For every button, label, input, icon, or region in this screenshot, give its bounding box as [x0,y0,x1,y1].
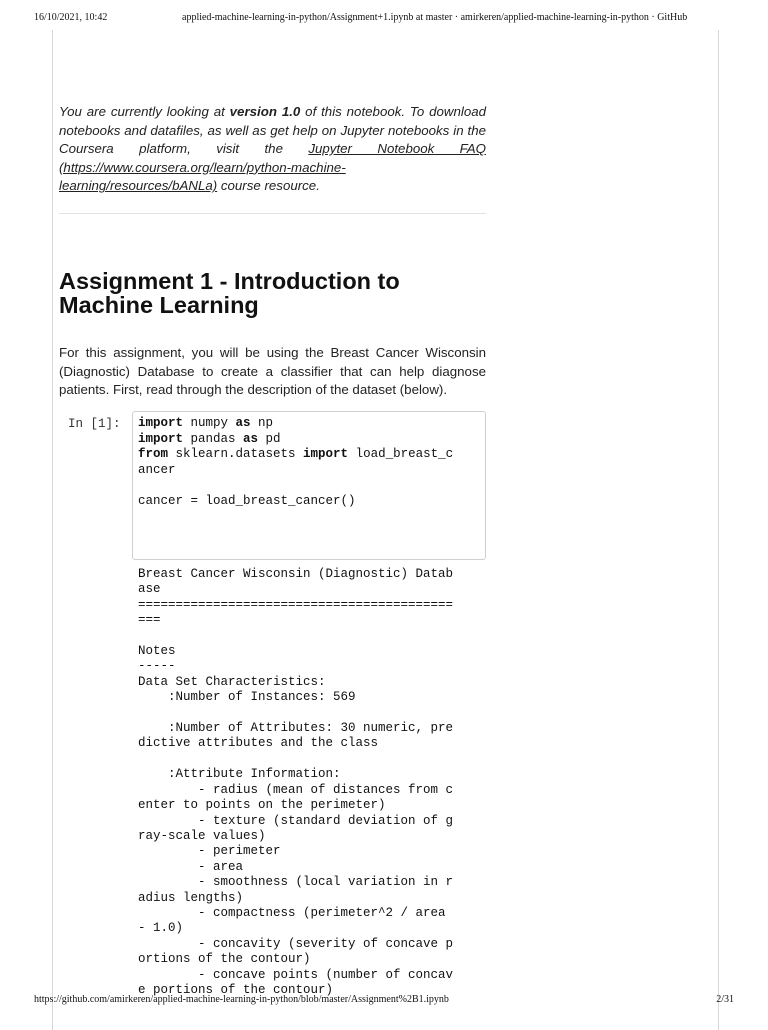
code-keyword: as [243,431,259,446]
print-page-title: applied-machine-learning-in-python/Assignment+1.ipynb at master · amirkeren/applied-machine-learning-in-python · GitHub [182,12,688,23]
code-text: pd [258,431,281,446]
intro-paragraph: For this assignment, you will be using the Breast Cancer Wisconsin (Diagnostic) Database to create a classifier that can help diagnose patients. First, read through the description of the dataset (below). [59,345,486,398]
print-url: https://github.com/amirkeren/applied-machine-learning-in-python/blob/master/Assignment%2B1.ipynb [34,994,449,1005]
code-text: pandas [183,431,244,446]
code-text: numpy [183,416,236,430]
code-text: np [250,416,274,430]
notice-text-3: course resource. [217,178,320,194]
page-title: Assignment 1 - Introduction to Machine Learning [59,268,400,318]
code-keyword: import [138,431,184,446]
code-input[interactable] [138,416,453,510]
code-keyword: as [235,416,251,430]
code-keyword: import [138,416,184,430]
code-keyword: import [303,447,349,462]
notice-text-1: You are currently looking at [59,104,230,119]
version-notice [59,103,486,196]
code-text: load_breast_c ancer [138,447,454,477]
print-datetime: 16/10/2021, 10:42 [34,12,108,23]
code-text: cancer = load_breast_cancer() [138,493,356,508]
notice-text-2: of this notebook. To download notebooks and datafiles, as well as get help on Jupyter notebooks in the Coursera platform, visit the [59,104,487,157]
code-text: sklearn.datasets [168,447,304,462]
print-footer [34,994,734,1010]
code-keyword: from [138,447,169,462]
section-divider [59,213,486,214]
print-header [34,12,734,28]
notice-version: version 1.0 [229,104,301,119]
page-number: 2/31 [716,994,734,1005]
cell-output: Breast Cancer Wisconsin (Diagnostic) Datab ase ========================================== === Notes ----- Data Set Characteristics: :Number of Instances: 569 :Number of Attributes: 30 numeric, pre dictive attributes and the class :Attribute Information: - radius (mean of distances from c enter to points on the perimeter) - texture (standard deviation of g ray-scale values) - perimeter - area - smoothness (local variation in r adius lengths) - compactness (perimeter^2 / area - 1.0) - concavity (severity of concave p ortions of the contour) - concave points (number of concav e portions of the contour) [138,567,454,997]
cell-prompt: In [1]: [68,417,121,431]
jupyter-faq-link[interactable]: Jupyter Notebook FAQ (https://www.coursera.org/learn/python-machine-learning/resources/bANLa) [59,141,487,194]
